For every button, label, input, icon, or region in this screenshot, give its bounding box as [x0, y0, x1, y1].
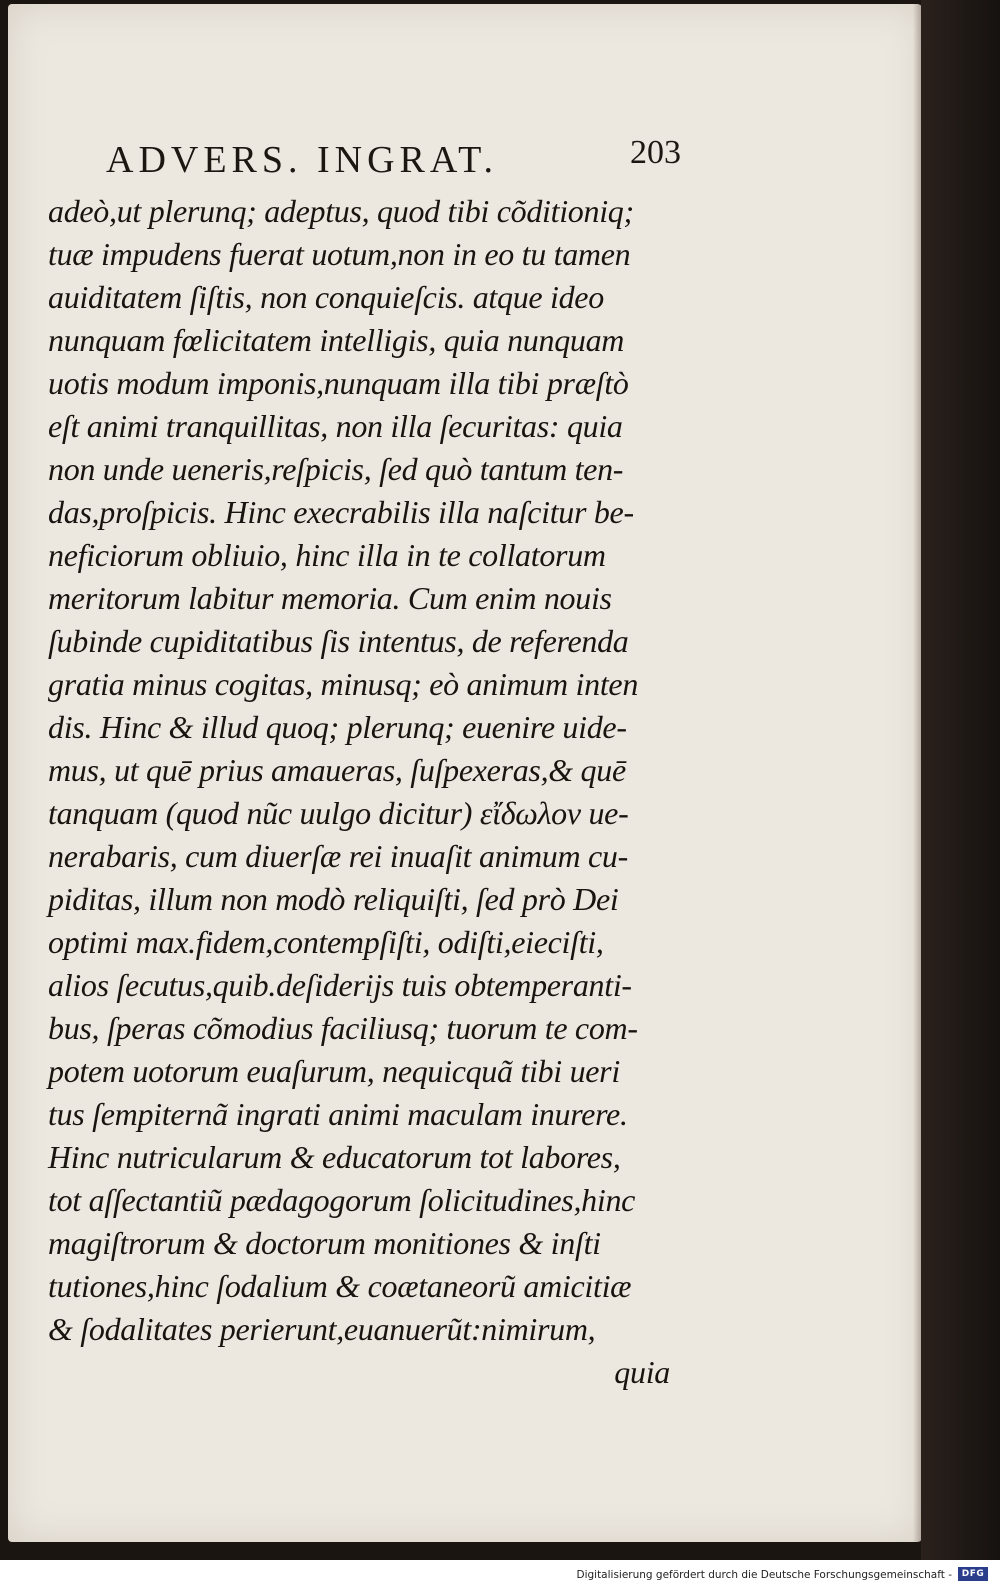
text-line: optimi max.fidem,contempſiſti, odiſti,eieciſti, [48, 924, 604, 960]
page-header [106, 132, 681, 184]
text-line: ſubinde cupiditatibus ſis intentus, de referenda [48, 623, 629, 659]
text-line: tus ſempiternã ingrati animi maculam inurere. [48, 1096, 628, 1132]
text-line: & ſodalitates perierunt,euanuerũt:nimirum, [48, 1311, 596, 1347]
text-line: piditas, illum non modò reliquiſti, ſed prò Dei [48, 881, 619, 917]
text-line: neficiorum obliuio, hinc illa in te collatorum [48, 537, 606, 573]
text-line: Hinc nutricularum & educatorum tot labores, [48, 1139, 621, 1175]
text-line: nunquam fœlicitatem intelligis, quia nunquam [48, 322, 625, 358]
text-line: tuæ impudens fuerat uotum,non in eo tu tamen [48, 236, 631, 272]
digitization-footer [0, 1562, 1000, 1589]
dfg-logo-icon[interactable]: DFG [958, 1567, 988, 1581]
text-line: mus, ut quē prius amaueras, ſuſpexeras,& quē [48, 752, 626, 788]
text-line: uotis modum imponis,nunquam illa tibi præſtò [48, 365, 629, 401]
text-line: tanquam (quod nũc uulgo dicitur) εἴδωλον ue- [48, 795, 629, 831]
text-line: tot aſſectantiũ pædagogorum ſolicitudines,hinc [48, 1182, 636, 1218]
text-line: auiditatem ſiſtis, non conquieſcis. atque ideo [48, 279, 604, 315]
text-line: magiſtrorum & doctorum monitiones & inſti [48, 1225, 601, 1261]
catchword: quia [614, 1354, 670, 1390]
funding-credit: Digitalisierung gefördert durch die Deutsche Forschungsgemeinschaft - [576, 1569, 952, 1581]
text-line: non unde ueneris,reſpicis, ſed quò tantum ten- [48, 451, 624, 487]
text-line: eſt animi tranquillitas, non illa ſecuritas: quia [48, 408, 623, 444]
text-line: adeò,ut plerunq; adeptus, quod tibi cõditioniq; [48, 193, 634, 229]
running-head: ADVERS. INGRAT. [106, 139, 499, 181]
text-line: bus, ſperas cõmodius faciliusq; tuorum te com- [48, 1010, 638, 1046]
text-line: potem uotorum euaſurum, nequicquã tibi ueri [48, 1053, 620, 1089]
text-line: alios ſecutus,quib.deſiderijs tuis obtemperanti- [48, 967, 632, 1003]
text-line: das,proſpicis. Hinc execrabilis illa naſcitur be- [48, 494, 634, 530]
text-line: meritorum labitur memoria. Cum enim nouis [48, 580, 612, 616]
text-line: tutiones,hinc ſodalium & coætaneorũ amicitiæ [48, 1268, 632, 1304]
text-line: dis. Hinc & illud quoq; plerunq; euenire uide- [48, 709, 627, 745]
page-number: 203 [630, 134, 681, 171]
book-edge [921, 0, 1000, 1560]
book-page [8, 4, 923, 1542]
text-line: nerabaris, cum diuerſæ rei inuaſit animum cu- [48, 838, 628, 874]
text-line: gratia minus cogitas, minusq; eò animum inten [48, 666, 639, 702]
body-text [48, 190, 678, 1394]
